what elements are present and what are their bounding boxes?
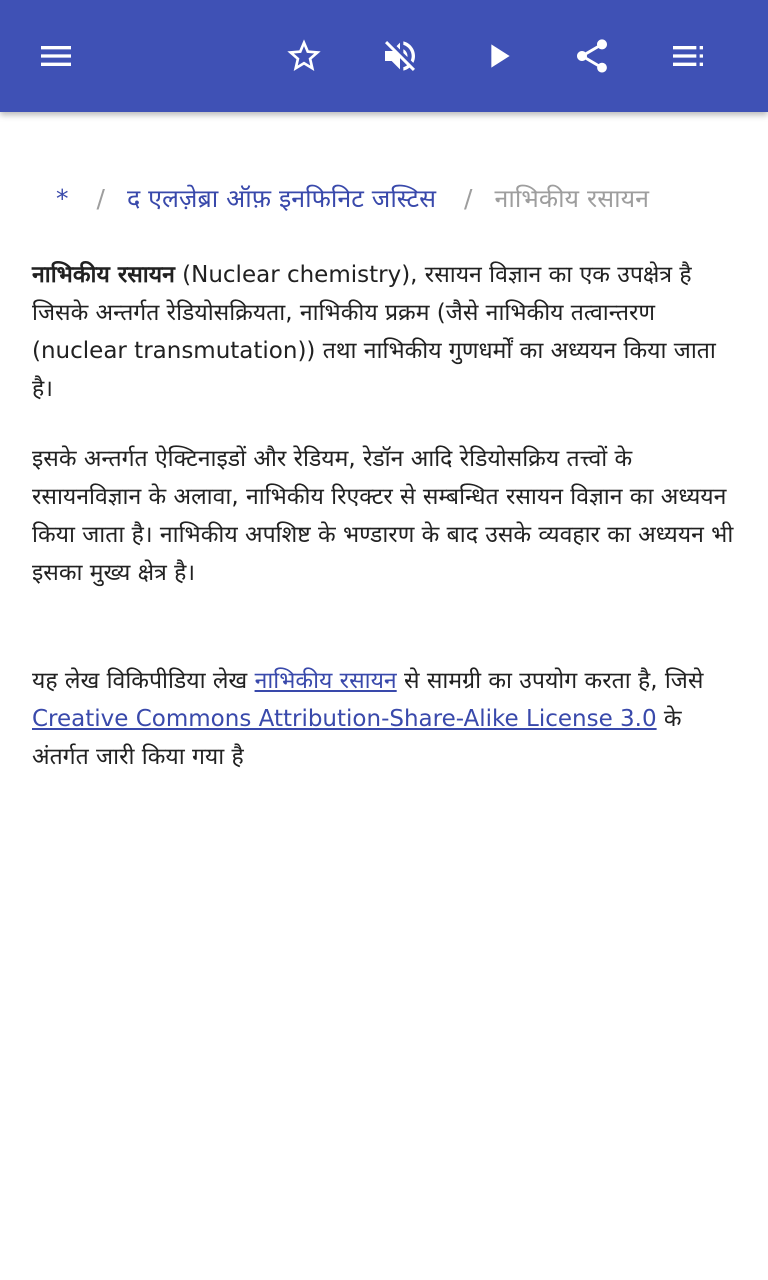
article-content (0, 112, 768, 1280)
play-icon (478, 36, 518, 76)
attribution-middle: से सामग्री का उपयोग करता है, जिसे (396, 668, 704, 694)
breadcrumb-separator: / (96, 184, 105, 213)
wikipedia-article-link[interactable]: नाभिकीय रसायन (254, 668, 397, 694)
article-paragraph-1 (32, 256, 738, 408)
license-link[interactable]: Creative Commons Attribution-Share-Alike License 3.0 (32, 706, 657, 732)
playlist-icon (668, 36, 708, 76)
share-button[interactable] (564, 28, 620, 84)
share-icon (572, 36, 612, 76)
play-button[interactable] (470, 28, 526, 84)
article-paragraph-2: इसके अन्तर्गत ऐक्टिनाइडों और रेडियम, रेडॉन आदि रेडियोसक्रिय तत्त्वों के रसायनविज्ञान के अलावा, नाभिकीय रिएक्टर से सम्बन्धित रसायन विज्ञान का अध्ययन किया जाता है। नाभिकीय अपशिष्ट के भण्डारण के बाद उसके व्यवहार का अध्ययन भी इसका मुख्य क्षेत्र है। (32, 446, 734, 586)
breadcrumb-parent-link[interactable]: द एलज़ेब्रा ऑफ़ इनफिनिट जस्टिस (126, 184, 437, 213)
contents-button[interactable] (660, 28, 716, 84)
volume-off-icon (380, 36, 420, 76)
menu-icon (36, 36, 76, 76)
breadcrumb-separator: / (464, 184, 473, 213)
breadcrumb-current: नाभिकीय रसायन (494, 184, 649, 213)
star-icon (284, 36, 324, 76)
paragraph-1-text: (Nuclear chemistry), रसायन विज्ञान का एक उपक्षेत्र है जिसके अन्तर्गत रेडियोसक्रियता, नाभिकीय प्रक्रम (जैसे नाभिकीय तत्वान्तरण (nuclear transmutation)) तथा नाभिकीय गुणधर्मों का अध्ययन किया जाता है। (32, 262, 716, 402)
attribution-prefix: यह लेख विकिपीडिया लेख (32, 668, 255, 694)
breadcrumb (56, 182, 736, 216)
breadcrumb-home-link[interactable]: * (56, 184, 69, 213)
mute-button[interactable] (372, 28, 428, 84)
app-bar (0, 0, 768, 112)
article-term: नाभिकीय रसायन (32, 262, 175, 288)
attribution-suffix: के अंतर्गत जारी किया गया है (32, 706, 682, 770)
favorite-button[interactable] (276, 28, 332, 84)
menu-button[interactable] (28, 28, 84, 84)
attribution-paragraph (32, 662, 738, 776)
